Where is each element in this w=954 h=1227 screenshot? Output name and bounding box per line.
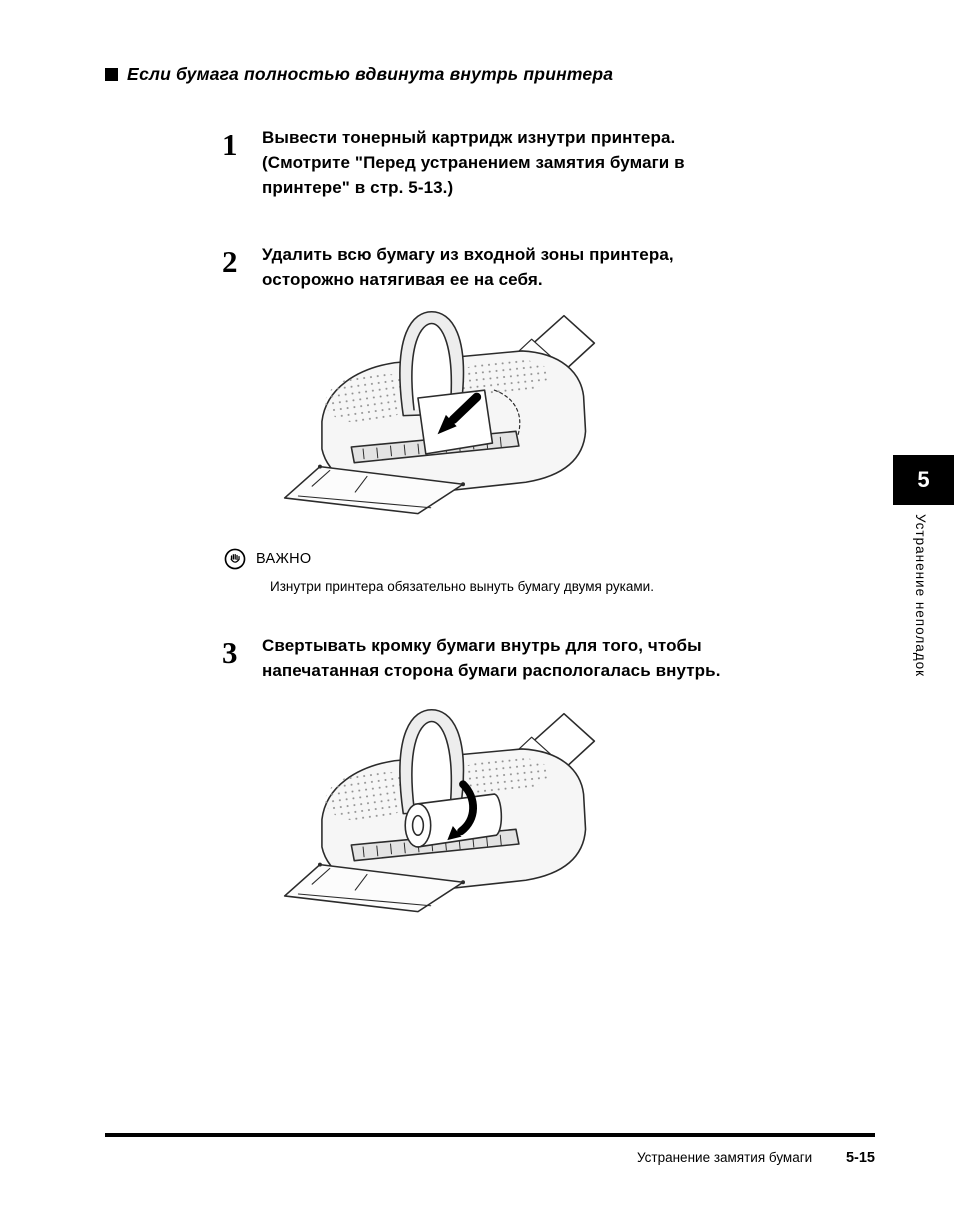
footer [105,1150,875,1166]
printer-illustration-step2 [268,300,613,550]
important-note [224,548,824,594]
chapter-title-vertical: Устранение неполадок [913,514,928,678]
footer-rule [105,1133,875,1137]
footer-page-number: 5-15 [845,1150,875,1166]
printer-illustration-step3-svg [268,698,613,943]
chapter-tab [893,455,954,505]
step-1 [222,126,767,201]
footer-section-title: Устранение замятия бумаги [636,1150,813,1165]
step-2 [222,243,767,293]
important-label: ВАЖНО [256,551,312,567]
printer-illustration-step2-svg [268,300,613,545]
step-3 [222,634,767,684]
printer-illustration-step3 [268,698,613,948]
important-note-header [224,548,824,570]
section-heading-text: Если бумага полностью вдвинута внутрь принтера [127,64,614,84]
step-text: Вывести тонерный картридж изнутри принтера. (Смотрите "Перед устранением замятия бумаги в принтере" в стр. 5-13.) [262,128,685,197]
chapter-number: 5 [917,467,930,492]
hand-stop-icon [224,548,246,570]
important-text: Изнутри принтера обязательно вынуть бумагу двумя руками. [270,579,654,594]
step-number: 2 [222,244,238,279]
step-number: 1 [222,127,238,162]
section-heading [105,64,613,85]
step-text: Свертывать кромку бумаги внутрь для того, чтобы напечатанная сторона бумаги распологалась внутрь. [262,636,721,680]
section-marker-icon [105,68,118,81]
step-number: 3 [222,635,238,670]
step-text: Удалить всю бумагу из входной зоны принтера, осторожно натягивая ее на себя. [262,245,674,289]
